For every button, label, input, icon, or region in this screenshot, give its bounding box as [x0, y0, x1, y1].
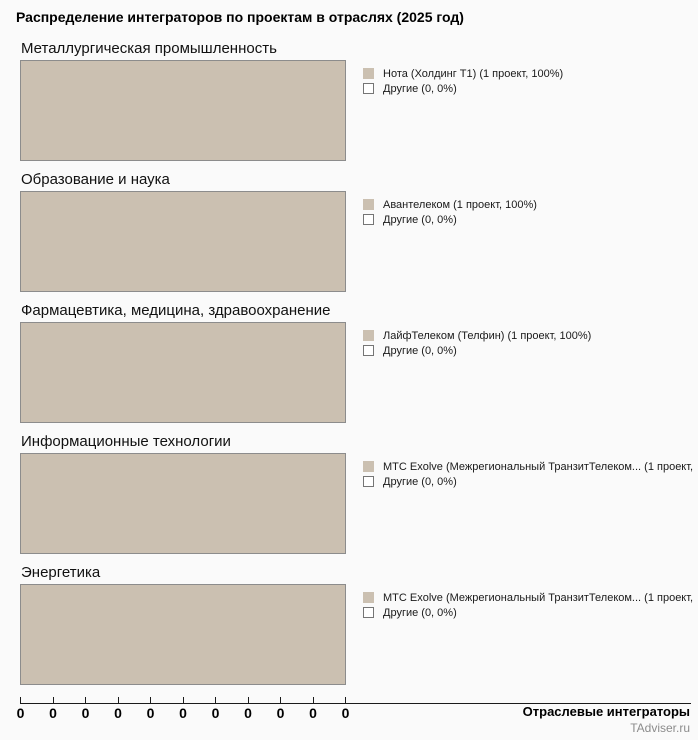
axis-tick-label: 0 — [179, 705, 187, 721]
legend-swatch-filled — [363, 199, 374, 210]
legend-item — [363, 590, 693, 605]
legend-item — [363, 605, 693, 620]
axis-tick-label: 0 — [146, 705, 155, 721]
industry-section — [0, 171, 698, 302]
industry-section — [0, 433, 698, 564]
axis-tick — [85, 697, 86, 704]
legend-item — [363, 474, 693, 489]
legend-swatch-empty — [363, 83, 374, 94]
legend-label: Другие (0, 0%) — [383, 82, 457, 95]
industry-section — [0, 564, 698, 695]
axis-tick — [215, 697, 216, 704]
industry-bar — [20, 584, 346, 685]
legend-item — [363, 66, 563, 81]
legend-label: МТС Exolve (Межрегиональный ТранзитТелеком... (1 проект, — [383, 591, 694, 604]
legend-item — [363, 197, 537, 212]
legend-swatch-empty — [363, 476, 374, 487]
legend-label: Другие (0, 0%) — [383, 344, 457, 357]
legend-swatch-filled — [363, 330, 374, 341]
industry-section — [0, 302, 698, 433]
axis-tick — [248, 697, 249, 704]
axis-tick — [20, 697, 21, 704]
axis-tick-label: 0 — [341, 705, 350, 721]
industry-heading: Образование и наука — [21, 171, 170, 188]
industry-heading: Фармацевтика, медицина, здравоохранение — [21, 302, 331, 319]
axis-tick — [313, 697, 314, 704]
axis-tick-label: 0 — [16, 705, 25, 721]
legend — [363, 459, 693, 489]
legend-swatch-filled — [363, 461, 374, 472]
industry-section — [0, 40, 698, 171]
axis-tick-label: 0 — [211, 705, 220, 721]
legend-item — [363, 328, 591, 343]
legend-swatch-empty — [363, 607, 374, 618]
axis-tick — [53, 697, 54, 704]
legend-item — [363, 459, 693, 474]
legend-swatch-empty — [363, 214, 374, 225]
axis-tick — [183, 697, 184, 704]
axis-tick — [150, 697, 151, 704]
legend-swatch-filled — [363, 592, 374, 603]
axis-tick-label: 0 — [49, 705, 57, 721]
page-title: Распределение интеграторов по проектам в отраслях (2025 год) — [16, 9, 464, 25]
legend-label: МТС Exolve (Межрегиональный ТранзитТелеком... (1 проект, — [383, 460, 694, 473]
industry-heading: Информационные технологии — [21, 433, 231, 450]
axis-tick-label: 0 — [81, 705, 90, 721]
axis-tick — [345, 697, 346, 704]
legend — [363, 590, 693, 620]
sections — [0, 40, 698, 695]
axis-tick-label: 0 — [114, 705, 122, 721]
legend-label: Другие (0, 0%) — [383, 213, 457, 226]
legend-label: Авантелеком (1 проект, 100%) — [383, 198, 537, 211]
industry-bar — [20, 322, 346, 423]
legend — [363, 197, 537, 227]
industry-heading: Металлургическая промышленность — [21, 40, 277, 57]
industry-bar — [20, 453, 346, 554]
legend-label: Другие (0, 0%) — [383, 475, 457, 488]
legend-label: Другие (0, 0%) — [383, 606, 457, 619]
tadviser-watermark: TAdviser.ru — [630, 721, 690, 735]
axis-tick-label: 0 — [309, 705, 317, 721]
legend-swatch-filled — [363, 68, 374, 79]
legend-swatch-empty — [363, 345, 374, 356]
legend-item — [363, 81, 563, 96]
legend-label: ЛайфТелеком (Телфин) (1 проект, 100%) — [383, 329, 592, 342]
legend-item — [363, 212, 537, 227]
industry-bar — [20, 60, 346, 161]
legend — [363, 66, 563, 96]
industry-bar — [20, 191, 346, 292]
legend-label: Нота (Холдинг Т1) (1 проект, 100%) — [383, 67, 564, 80]
axis-tick-label: 0 — [276, 705, 285, 721]
legend-item — [363, 343, 591, 358]
legend — [363, 328, 591, 358]
x-axis-title: Отраслевые интеграторы — [522, 704, 690, 719]
axis-tick — [118, 697, 119, 704]
industry-heading: Энергетика — [21, 564, 101, 581]
axis-tick — [280, 697, 281, 704]
axis-tick-label: 0 — [244, 705, 252, 721]
